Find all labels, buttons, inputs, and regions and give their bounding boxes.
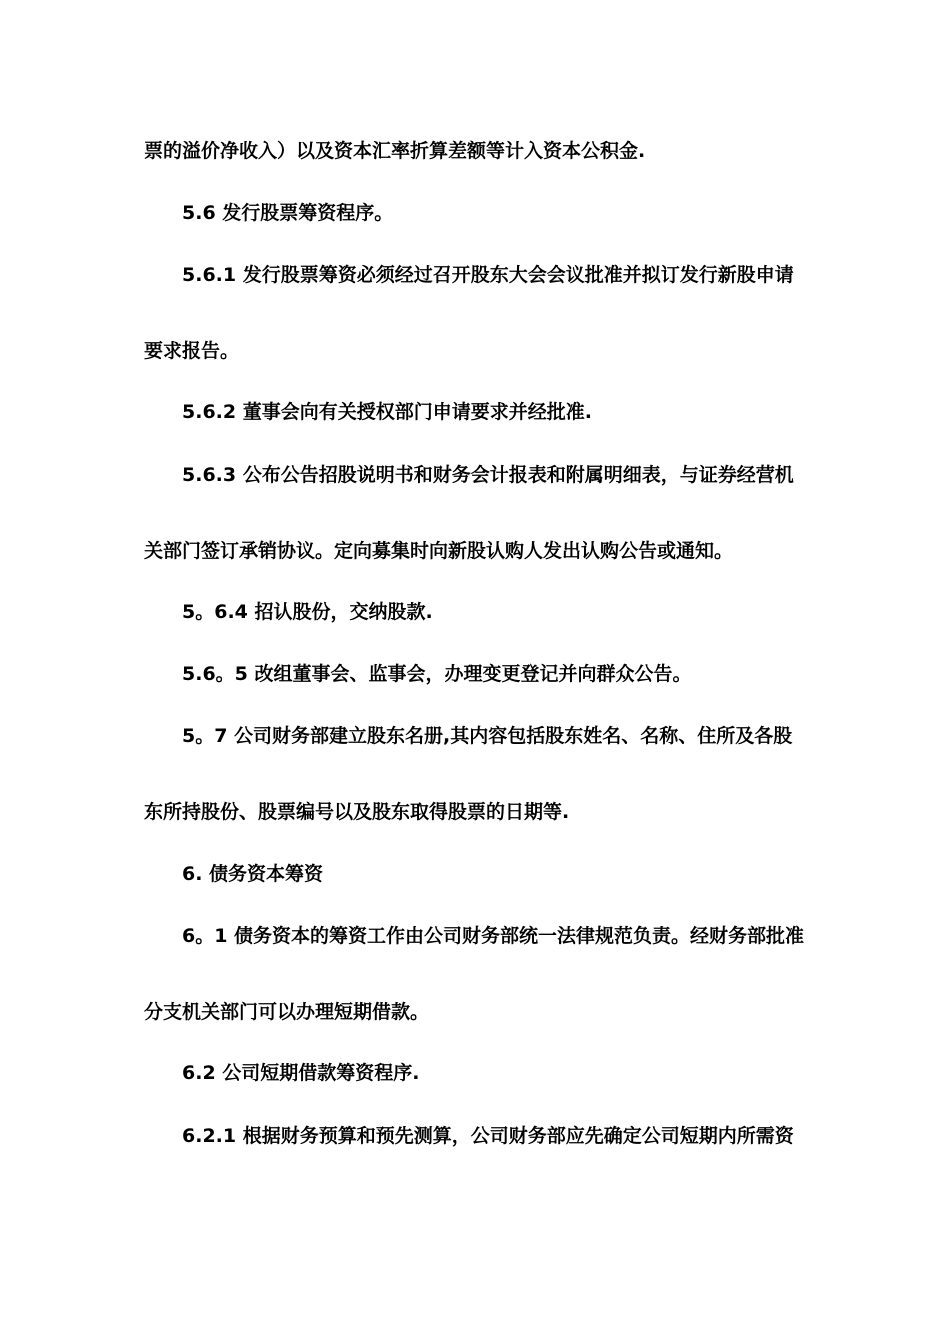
paragraph-line: 5.6.2 董事会向有关授权部门申请要求并经批准. xyxy=(182,401,592,423)
paragraph-line: 5。7 公司财务部建立股东名册,其内容包括股东姓名、名称、住所及各股 xyxy=(182,725,793,747)
section-heading-6-2: 6.2 公司短期借款筹资程序. xyxy=(182,1062,420,1084)
paragraph-line: 要求报告。 xyxy=(144,340,240,362)
paragraph-line: 5.6。5 改组董事会、监事会，办理变更登记并向群众公告。 xyxy=(182,663,692,685)
paragraph-line: 票的溢价净收入）以及资本汇率折算差额等计入资本公积金. xyxy=(144,140,646,162)
paragraph-line: 分支机关部门可以办理短期借款。 xyxy=(144,1001,430,1023)
paragraph-line: 5.6.3 公布公告招股说明书和财务会计报表和附属明细表，与证券经营机 xyxy=(182,464,794,486)
section-heading-6: 6. 债务资本筹资 xyxy=(182,863,324,885)
paragraph-line: 6。1 债务资本的筹资工作由公司财务部统一法律规范负责。经财务部批准 xyxy=(182,925,805,947)
section-heading-5-6: 5.6 发行股票筹资程序。 xyxy=(182,202,394,224)
paragraph-line: 6.2.1 根据财务预算和预先测算，公司财务部应先确定公司短期内所需资 xyxy=(182,1125,794,1147)
paragraph-line: 5.6.1 发行股票筹资必须经过召开股东大会会议批准并拟订发行新股申请 xyxy=(182,264,794,286)
paragraph-line: 东所持股份、股票编号以及股东取得股票的日期等. xyxy=(144,801,570,823)
paragraph-line: 5。6.4 招认股份，交纳股款. xyxy=(182,601,433,623)
paragraph-line: 关部门签订承销协议。定向募集时向新股认购人发出认购公告或通知。 xyxy=(144,540,734,562)
